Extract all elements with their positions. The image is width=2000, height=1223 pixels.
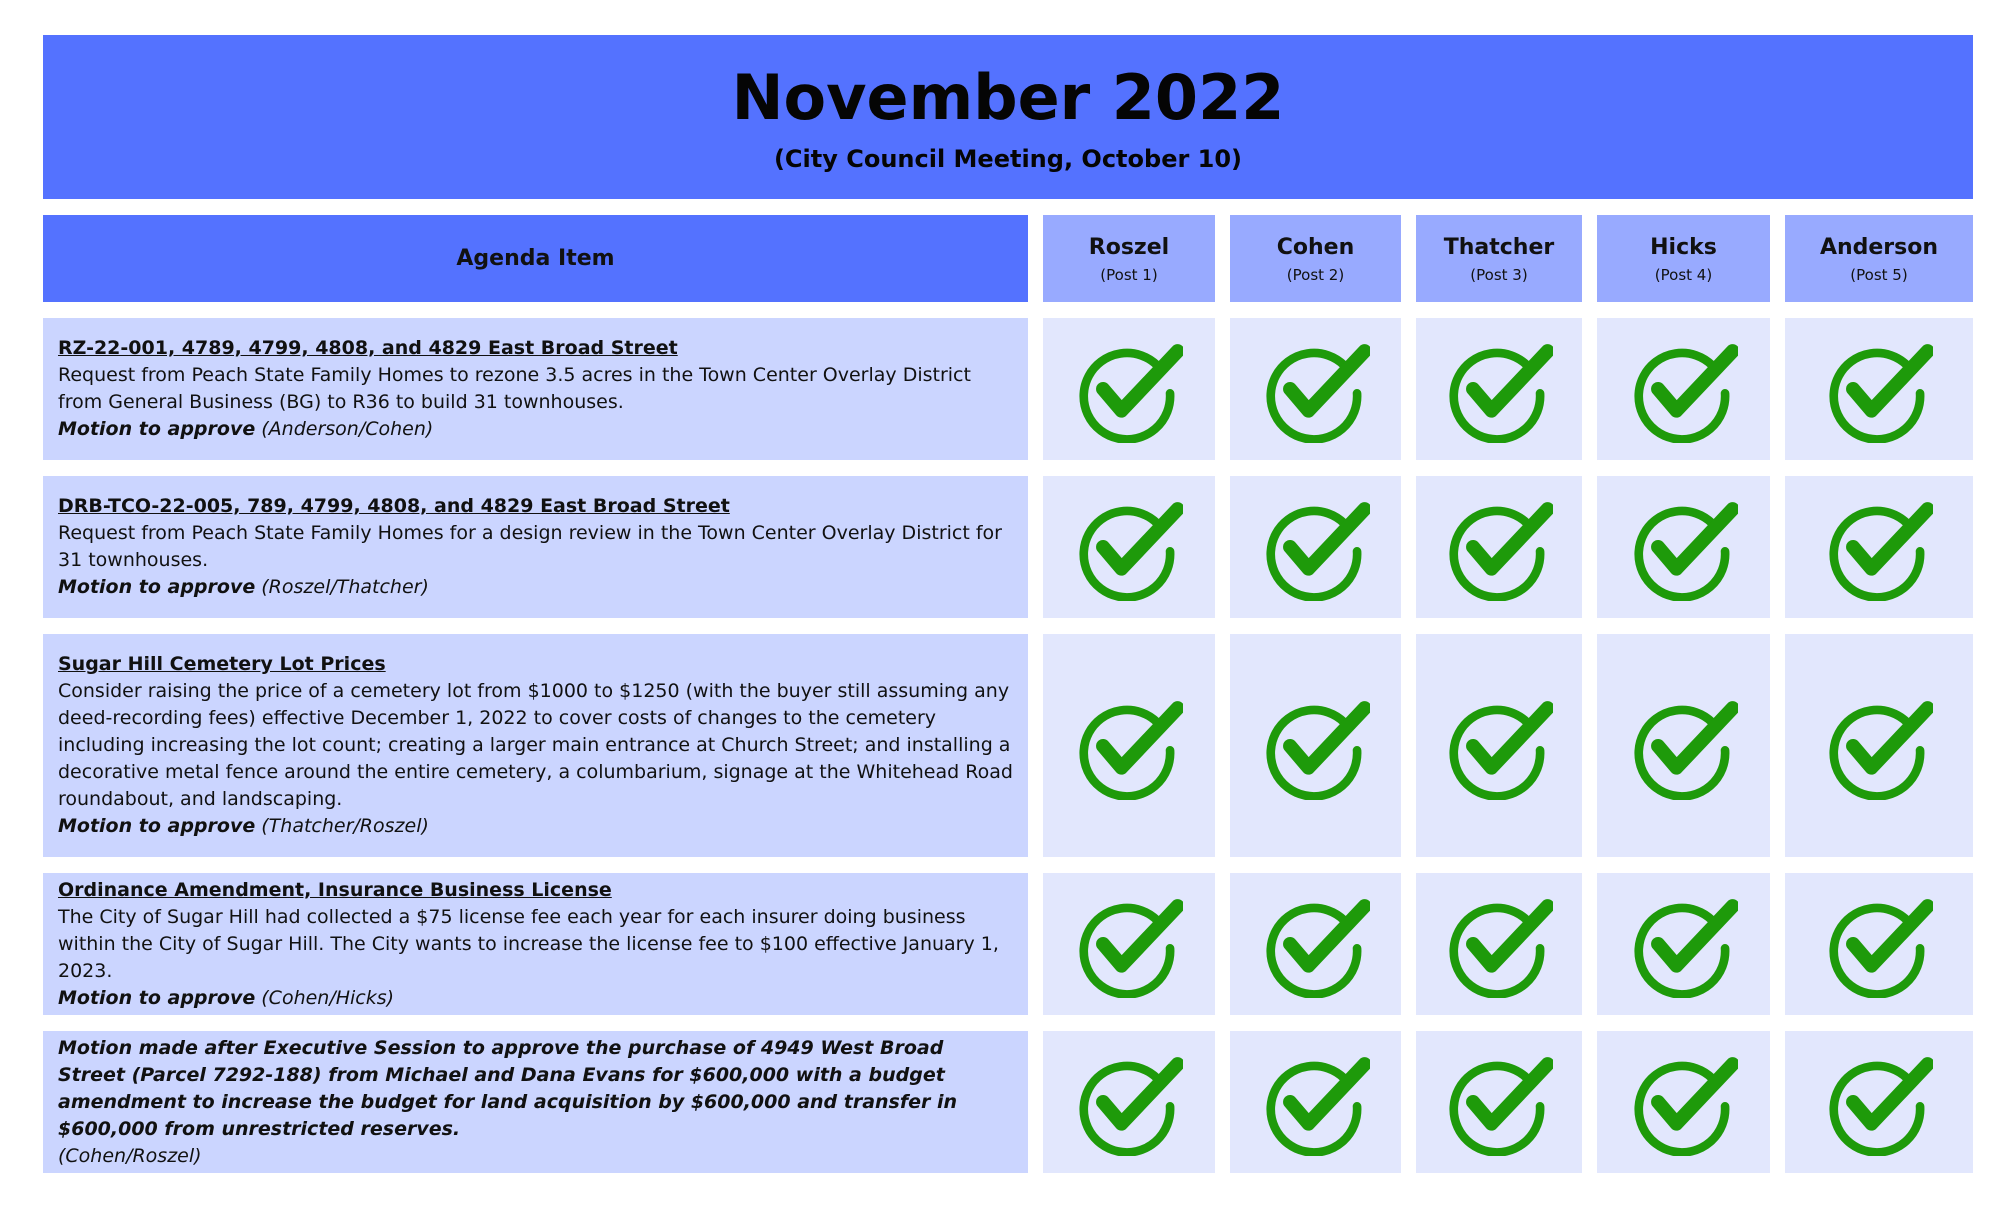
check-circle-icon xyxy=(1825,890,1933,998)
member-post: (Post 3) xyxy=(1470,266,1528,284)
vote-cell-thatcher xyxy=(1416,1031,1582,1173)
agenda-item-motion xyxy=(58,416,1013,443)
agenda-item-motion-text: Motion made after Executive Session to approve the purchase of 4949 West Broad Street (Parcel 7292-188) from Michael and Dana Evans for $600,000 with a budget amendment to increase the budget for land acquisition by $600,000 and transfer in $600,000 from unrestricted reserves. xyxy=(58,1036,958,1140)
member-name: Thatcher xyxy=(1443,235,1555,260)
member-post: (Post 5) xyxy=(1850,266,1908,284)
member-header-thatcher xyxy=(1416,215,1582,302)
member-header-cohen xyxy=(1230,215,1401,302)
agenda-item-motion xyxy=(58,813,1013,840)
agenda-item-rz-22-001 xyxy=(43,318,1028,460)
check-circle-icon xyxy=(1630,493,1738,601)
motion-movers: (Cohen/Hicks) xyxy=(261,986,395,1009)
check-circle-icon xyxy=(1825,335,1933,443)
check-circle-icon xyxy=(1262,1048,1370,1156)
agenda-item-motion xyxy=(58,574,1013,601)
vote-cell-cohen xyxy=(1230,1031,1401,1173)
check-circle-icon xyxy=(1262,692,1370,800)
agenda-item-title: DRB-TCO-22-005, 789, 4799, 4808, and 4829 East Broad Street xyxy=(58,495,730,517)
motion-label: Motion to approve xyxy=(58,815,256,837)
agenda-item-description: Request from Peach State Family Homes for a design review in the Town Center Overlay District for 31 townhouses. xyxy=(58,522,1002,571)
check-circle-icon xyxy=(1075,890,1183,998)
vote-cell-thatcher xyxy=(1416,318,1582,460)
vote-cell-anderson xyxy=(1785,873,1973,1015)
vote-cell-cohen xyxy=(1230,634,1401,857)
vote-cell-thatcher xyxy=(1416,873,1582,1015)
member-name: Roszel xyxy=(1088,235,1170,260)
vote-cell-hicks xyxy=(1597,634,1770,857)
vote-cell-roszel xyxy=(1043,873,1215,1015)
page-subtitle: (City Council Meeting, October 10) xyxy=(773,145,1243,173)
check-circle-icon xyxy=(1630,335,1738,443)
agenda-item-drb-tco-22-005 xyxy=(43,476,1028,618)
check-circle-icon xyxy=(1630,890,1738,998)
agenda-item-description: Request from Peach State Family Homes to rezone 3.5 acres in the Town Center Overlay District from General Business (BG) to R36 to build 31 townhouses. xyxy=(58,364,971,413)
agenda-item-header-label: Agenda Item xyxy=(456,246,615,271)
check-circle-icon xyxy=(1445,1048,1553,1156)
check-circle-icon xyxy=(1445,493,1553,601)
vote-cell-hicks xyxy=(1597,1031,1770,1173)
agenda-item-header xyxy=(43,215,1028,302)
check-circle-icon xyxy=(1075,692,1183,800)
check-circle-icon xyxy=(1630,692,1738,800)
vote-cell-roszel xyxy=(1043,476,1215,618)
check-circle-icon xyxy=(1445,890,1553,998)
vote-cell-anderson xyxy=(1785,1031,1973,1173)
page-title: November 2022 xyxy=(731,61,1285,134)
agenda-item-insurance-license xyxy=(43,873,1028,1015)
vote-cell-anderson xyxy=(1785,634,1973,857)
motion-movers: (Anderson/Cohen) xyxy=(261,418,434,440)
agenda-item-description: Consider raising the price of a cemetery lot from $1000 to $1250 (with the buyer still assuming any deed-recording fees) effective December 1, 2022 to cover costs of changes to the cemetery including increasing the lot count; creating a larger main entrance at Church Street; and installing a decorative metal fence around the entire cemetery, a columbarium, signage at the Whitehead Road roundabout, and landscaping. xyxy=(58,680,1013,810)
member-post: (Post 1) xyxy=(1100,266,1158,284)
vote-cell-thatcher xyxy=(1416,476,1582,618)
member-header-hicks xyxy=(1597,215,1770,302)
member-header-roszel xyxy=(1043,215,1215,302)
vote-cell-thatcher xyxy=(1416,634,1582,857)
member-header-anderson xyxy=(1785,215,1973,302)
check-circle-icon xyxy=(1825,692,1933,800)
member-name: Cohen xyxy=(1276,235,1355,260)
vote-cell-cohen xyxy=(1230,873,1401,1015)
check-circle-icon xyxy=(1075,1048,1183,1156)
check-circle-icon xyxy=(1075,493,1183,601)
vote-cell-anderson xyxy=(1785,318,1973,460)
check-circle-icon xyxy=(1262,890,1370,998)
vote-cell-cohen xyxy=(1230,476,1401,618)
title-banner xyxy=(43,35,1973,199)
member-name: Hicks xyxy=(1650,235,1717,260)
motion-label: Motion to approve xyxy=(58,576,256,598)
member-post: (Post 4) xyxy=(1654,266,1713,284)
agenda-item-title: RZ-22-001, 4789, 4799, 4808, and 4829 East Broad Street xyxy=(58,337,678,359)
vote-cell-roszel xyxy=(1043,1031,1215,1173)
vote-cell-anderson xyxy=(1785,476,1973,618)
check-circle-icon xyxy=(1630,1048,1738,1156)
check-circle-icon xyxy=(1262,493,1370,601)
motion-movers: (Thatcher/Roszel) xyxy=(261,815,429,837)
agenda-item-title: Sugar Hill Cemetery Lot Prices xyxy=(58,653,386,675)
motion-movers: (Cohen/Roszel) xyxy=(58,1144,202,1167)
agenda-item-description: The City of Sugar Hill had collected a $75 license fee each year for each insurer doing business within the City of Sugar Hill. The City wants to increase the license fee to $100 effective January 1, 2023. xyxy=(58,905,999,982)
agenda-item-cemetery-lot-prices xyxy=(43,634,1028,857)
check-circle-icon xyxy=(1445,692,1553,800)
member-post: (Post 2) xyxy=(1286,266,1345,284)
vote-cell-hicks xyxy=(1597,318,1770,460)
motion-label: Motion to approve xyxy=(58,418,256,440)
check-circle-icon xyxy=(1075,335,1183,443)
vote-cell-hicks xyxy=(1597,873,1770,1015)
agenda-item-motion xyxy=(58,985,1013,1012)
check-circle-icon xyxy=(1445,335,1553,443)
motion-movers: (Roszel/Thatcher) xyxy=(261,576,429,598)
agenda-item-executive-session-purchase xyxy=(43,1031,1028,1173)
motion-label: Motion to approve xyxy=(58,986,256,1009)
agenda-item-title: Ordinance Amendment, Insurance Business License xyxy=(58,878,612,901)
vote-cell-hicks xyxy=(1597,476,1770,618)
vote-cell-roszel xyxy=(1043,318,1215,460)
check-circle-icon xyxy=(1825,1048,1933,1156)
check-circle-icon xyxy=(1825,493,1933,601)
vote-cell-roszel xyxy=(1043,634,1215,857)
vote-cell-cohen xyxy=(1230,318,1401,460)
member-name: Anderson xyxy=(1819,235,1939,260)
check-circle-icon xyxy=(1262,335,1370,443)
